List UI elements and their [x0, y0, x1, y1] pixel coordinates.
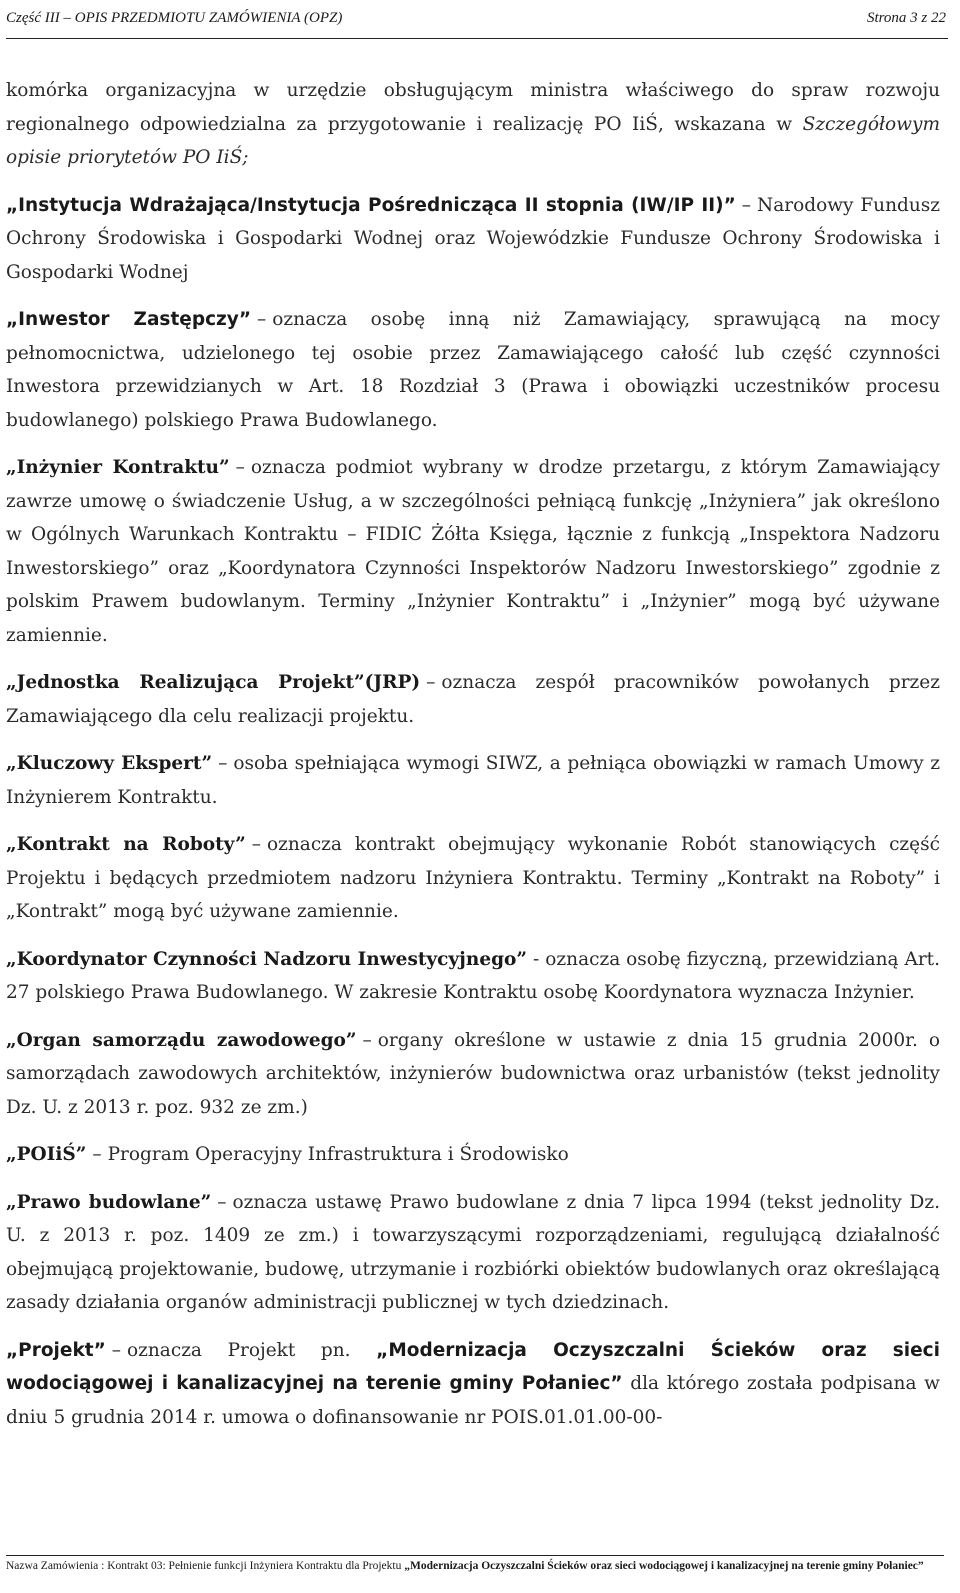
page-number: Strona 3 z 22	[866, 10, 946, 26]
definition-jrp: „Jednostka Realizująca Projekt”(JRP) – oznacza zespół pracowników powołanych przez Zamawiającego dla celu realizacji projektu.	[6, 672, 940, 727]
definition-text: Narodowy Fundusz Ochrony Środowiska i Gospodarki Wodnej oraz Wojewódzkie Fundusze Ochrony Środowiska i Gospodarki Wodnej	[6, 194, 940, 283]
definition-term: „Projekt”	[6, 1339, 106, 1361]
definition-inwestor-zastepczy: „Inwestor Zastępczy” – oznacza osobę inną niż Zamawiający, sprawującą na mocy pełnomocnictwa, udzielonego tej osobie przez Zamawiającego całość lub część czynności Inwestora przewidzianych w Art. 18 Rozdział 3 (Prawa i obowiązki uczestników procesu budowlanego) polskiego Prawa Budowlanego.	[6, 309, 940, 431]
definition-koordynator: „Koordynator Czynności Nadzoru Inwestycyjnego” - oznacza osobę fizyczną, przewidzianą Art. 27 polskiego Prawa Budowlanego. W zakresie Kontraktu osobę Koordynatora wyznacza Inżynier.	[6, 948, 940, 1003]
definition-text: oznacza ustawę Prawo budowlane z dnia 7 lipca 1994 (tekst jednolity Dz. U. z 2013 r. poz. 1409 ze zm.) i towarzyszącymi rozporządzeniami, regulującą działalność obejmującą projektowanie, budowę, utrzymanie i rozbiórki obiektów budowlanych oraz określającą zasady działania organów administracji publicznej w tych dziedzinach.	[6, 1191, 940, 1313]
definition-term: „Kontrakt na Roboty”	[6, 834, 246, 855]
project-name: „Modernizacja Oczyszczalni Ścieków oraz sieci wodociągowej i kanalizacyjnej na terenie gminy Połaniec”	[6, 1339, 940, 1394]
page-header	[6, 4, 948, 39]
definition-inzynier-kontraktu: „Inżynier Kontraktu” – oznacza podmiot wybrany w drodze przetargu, z którym Zamawiający zawrze umowę o świadczenie Usług, a w szczególności pełniącą funkcję „Inżyniera” jak określono w Ogólnych Warunkach Kontraktu – FIDIC Żółta Księga, łącznie z funkcją „Inspektora Nadzoru Inwestorskiego” oraz „Koordynatora Czynności Inspektorów Nadzoru Inwestorskiego” zgodnie z polskim Prawem budowlanym. Terminy „Inżynier Kontraktu” i „Inżynier” mogą być używane zamiennie.	[6, 457, 940, 646]
definition-text: oznacza kontrakt obejmujący wykonanie Robót stanowiących część Projektu i będących przedmiotem nadzoru Inżyniera Kontraktu. Terminy „Kontrakt na Roboty” i „Kontrakt” mogą być używane zamiennie.	[6, 834, 940, 922]
page-footer	[6, 1555, 944, 1574]
definition-text: Program Operacyjny Infrastruktura i Środowisko	[107, 1144, 569, 1165]
header-title: Część III – OPIS PRZEDMIOTU ZAMÓWIENIA (OPZ)	[6, 10, 343, 26]
footer-project-name: „Modernizacja Oczyszczalni Ścieków oraz sieci wodociągowej i kanalizacyjnej na terenie gminy Połaniec”	[404, 1560, 924, 1572]
definition-term: „Inżynier Kontraktu”	[6, 457, 230, 478]
definition-text: organy określone w ustawie z dnia 15 grudnia 2000r. o samorządach zawodowych architektów, inżynierów budownictwa oraz urbanistów (tekst jednolity Dz. U. z 2013 r. poz. 932 ze zm.)	[6, 1029, 940, 1118]
definition-text: oznacza zespół pracowników powołanych przez Zamawiającego dla celu realizacji projektu.	[6, 672, 940, 727]
footer-text: Nazwa Zamówienia : Kontrakt 03: Pełnienie funkcji Inżyniera Kontraktu dla Projektu	[6, 1560, 405, 1572]
definition-term: „Jednostka Realizująca Projekt”(JRP)	[6, 672, 421, 693]
definition-term: „POIiŚ”	[6, 1144, 87, 1165]
definition-poiis: „POIiŚ” – Program Operacyjny Infrastruktura i Środowisko	[6, 1144, 569, 1165]
definition-prawo-budowlane: „Prawo budowlane” – oznacza ustawę Prawo budowlane z dnia 7 lipca 1994 (tekst jednolity Dz. U. z 2013 r. poz. 1409 ze zm.) i towarzyszącymi rozporządzeniami, regulującą działalność obejmującą projektowanie, budowę, utrzymanie i rozbiórki obiektów budowlanych oraz określającą zasady działania organów administracji publicznej w tych dziedzinach.	[6, 1191, 940, 1313]
definition-instytucja-wdrazajaca: „Instytucja Wdrażająca/Instytucja Pośrednicząca II stopnia (IW/IP II)” – Narodowy Fundusz Ochrony Środowiska i Gospodarki Wodnej oraz Wojewódzkie Fundusze Ochrony Środowiska i Gospodarki Wodnej	[6, 194, 940, 283]
paragraph-komorka: komórka organizacyjna w urzędzie obsługującym ministra właściwego do spraw rozwoju regionalnego odpowiedzialna za przygotowanie i realizację PO IiŚ, wskazana w Szczegółowym opisie priorytetów PO IiŚ;	[6, 80, 940, 168]
definition-term: „Instytucja Wdrażająca/Instytucja Pośrednicząca II stopnia (IW/IP II)”	[6, 194, 736, 216]
definition-term: „Koordynator Czynności Nadzoru Inwestycyjnego”	[6, 948, 528, 970]
definition-kluczowy-ekspert: „Kluczowy Ekspert” – osoba spełniająca wymogi SIWZ, a pełniąca obowiązki w ramach Umowy z Inżynierem Kontraktu.	[6, 753, 940, 808]
definition-term: „Prawo budowlane”	[6, 1191, 212, 1213]
definition-organ-samorzadu: „Organ samorządu zawodowego” – organy określone w ustawie z dnia 15 grudnia 2000r. o samorządach zawodowych architektów, inżynierów budownictwa oraz urbanistów (tekst jednolity Dz. U. z 2013 r. poz. 932 ze zm.)	[6, 1029, 940, 1118]
definition-term: „Inwestor Zastępczy”	[6, 309, 252, 330]
italic-reference: Szczegółowym opisie priorytetów PO IiŚ;	[6, 113, 940, 168]
definition-term: „Organ samorządu zawodowego”	[6, 1029, 357, 1051]
definition-projekt: „Projekt” – oznacza Projekt pn. „Modernizacja Oczyszczalni Ścieków oraz sieci wodociągowej i kanalizacyjnej na terenie gminy Połaniec” dla którego została podpisana w dniu 5 grudnia 2014 r. umowa o dofinansowanie nr POIS.01.01.00-00-	[6, 1339, 940, 1428]
document-body	[6, 74, 940, 1448]
definition-term: „Kluczowy Ekspert”	[6, 753, 213, 774]
definition-text: oznacza osobę fizyczną, przewidzianą Art. 27 polskiego Prawa Budowlanego. W zakresie Kontraktu osobę Koordynatora wyznacza Inżynier.	[6, 948, 940, 1003]
definition-kontrakt-na-roboty: „Kontrakt na Roboty” – oznacza kontrakt obejmujący wykonanie Robót stanowiących część Projektu i będących przedmiotem nadzoru Inżyniera Kontraktu. Terminy „Kontrakt na Roboty” i „Kontrakt” mogą być używane zamiennie.	[6, 834, 940, 922]
definition-text: oznacza podmiot wybrany w drodze przetargu, z którym Zamawiający zawrze umowę o świadczenie Usług, a w szczególności pełniącą funkcję „Inżyniera” jak określono w Ogólnych Warunkach Kontraktu – FIDIC Żółta Księga, łącznie z funkcją „Inspektora Nadzoru Inwestorskiego” oraz „Koordynatora Czynności Inspektorów Nadzoru Inwestorskiego” zgodnie z polskim Prawem budowlanym. Terminy „Inżynier Kontraktu” i „Inżynier” mogą być używane zamiennie.	[6, 457, 940, 646]
definition-text: oznacza osobę inną niż Zamawiający, sprawującą na mocy pełnomocnictwa, udzielonego tej osobie przez Zamawiającego całość lub część czynności Inwestora przewidzianych w Art. 18 Rozdział 3 (Prawa i obowiązki uczestników procesu budowlanego) polskiego Prawa Budowlanego.	[6, 309, 940, 431]
definition-text: osoba spełniająca wymogi SIWZ, a pełniąca obowiązki w ramach Umowy z Inżynierem Kontraktu.	[6, 753, 940, 808]
